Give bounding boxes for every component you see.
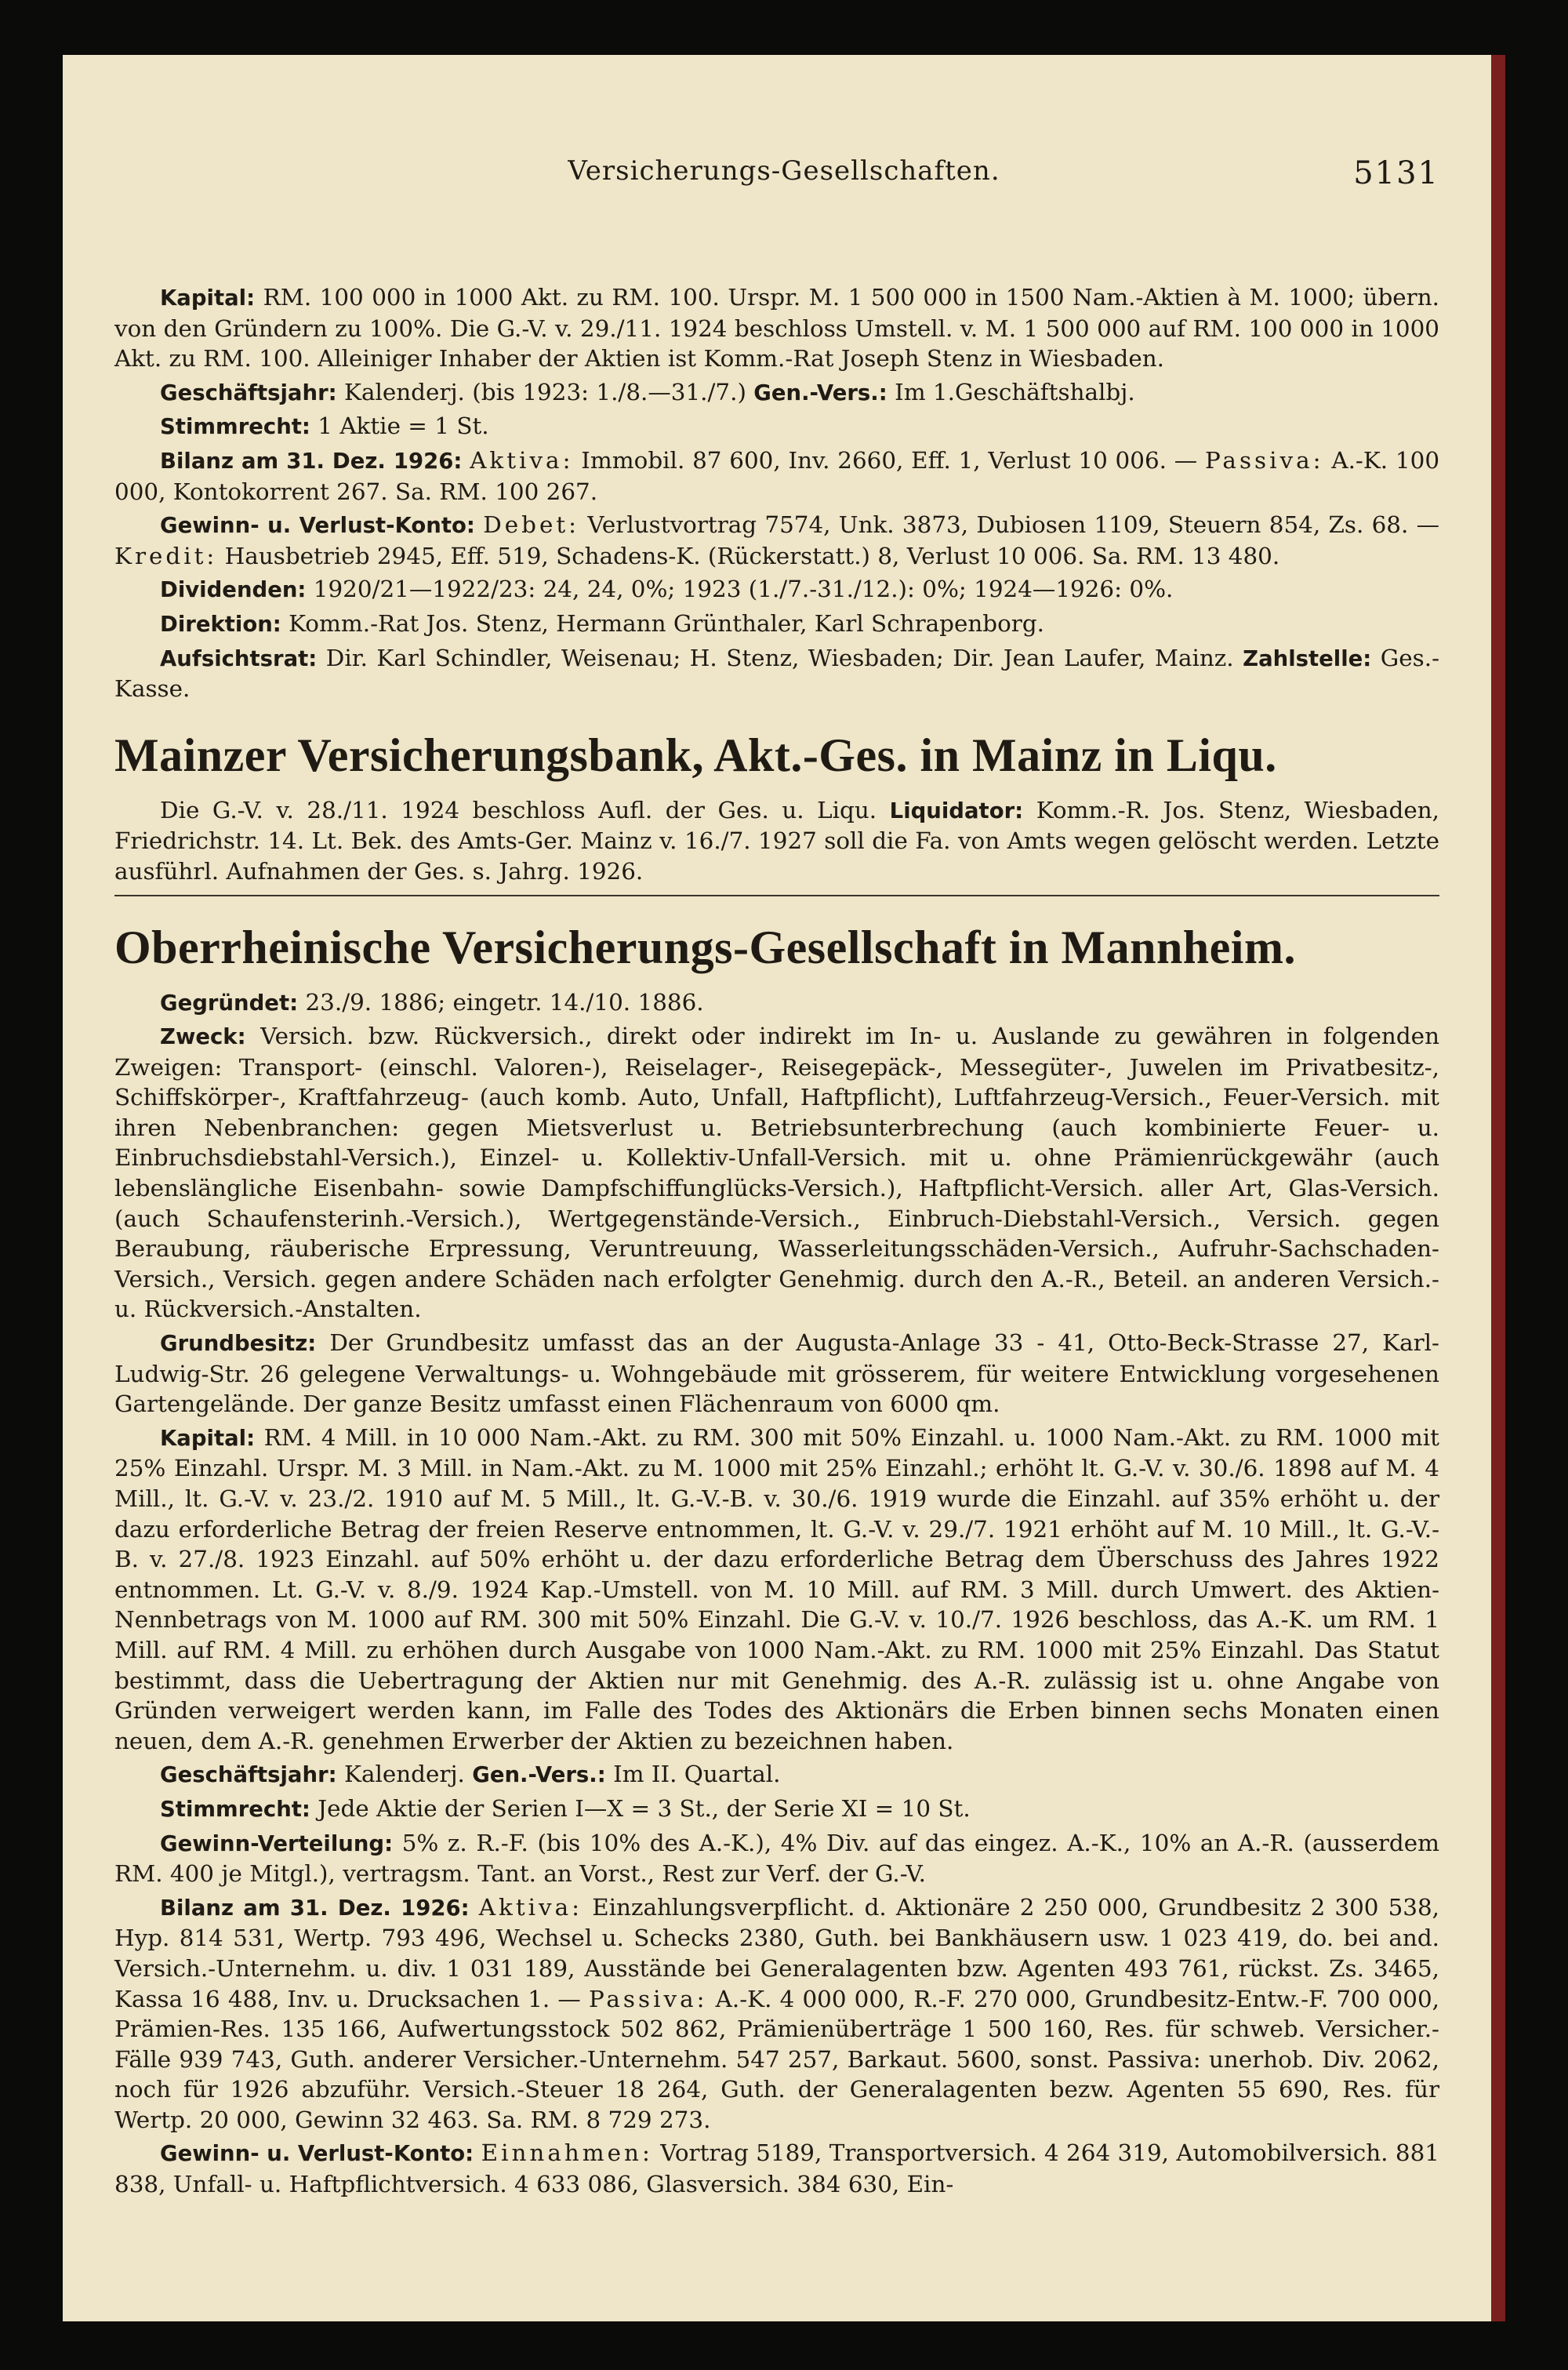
entry-stenz	[114, 282, 1439, 704]
oberrheinische-title: Oberrheinische Versicherungs-Gesellschaft in Mannheim.	[114, 921, 1296, 973]
kapital-paragraph: Kapital: RM. 4 Mill. in 10 000 Nam.-Akt. zu RM. 300 mit 50% Einzahl. u. 1000 Nam.-Akt. zu RM. 1000 mit 25% Einzahl. Urspr. M. 3 Mill. in Nam.-Akt. zu M. 1000 mit 25% Einzahl.; erhöht lt. G.-V. v. 30./6. 1898 auf M. 4 Mill., lt. G.-V. v. 23./2. 1910 auf M. 5 Mill., lt. G.-V.-B. v. 30./6. 1919 wurde die Einzahl. auf 35% erhöht u. der dazu erforderliche Betrag der freien Reserve entnommen, lt. G.-V. v. 29./7. 1921 erhöht auf M. 10 Mill., lt. G.-V.-B. v. 27./8. 1923 Einzahl. auf 50% erhöht u. der dazu erforderliche Betrag dem Überschuss des Jahres 1922 entnommen. Lt. G.-V. v. 8./9. 1924 Kap.-Umstell. von M. 10 Mill. auf RM. 3 Mill. durch Umwert. des Aktien-Nennbetrags von M. 1000 auf RM. 300 mit 50% Einzahl. Die G.-V. v. 10./7. 1926 beschloss, das A.-K. um RM. 1 Mill. auf RM. 4 Mill. zu erhöhen durch Ausgabe von 1000 Nam.-Akt. zu RM. 1000 mit 25% Einzahl. Das Statut bestimmt, dass die Uebertragung der Aktien nur mit Genehmig. des A.-R. zulässig ist u. ohne Angabe von Gründen verweigert werden kann, im Falle des Todes des Aktionärs die Erben binnen sechs Monaten einen neuen, dem A.-R. genehmen Erwerber der Aktien zu bezeichnen haben.	[114, 1423, 1439, 1754]
page-number: 5131	[1353, 155, 1439, 191]
grundbesitz-paragraph: Grundbesitz: Der Grundbesitz umfasst das an der Augusta-Anlage 33 - 41, Otto-Beck-Strasse 27, Karl-Ludwig-Str. 26 gelegene Verwaltungs- u. Wohngebäude mit grösserem, für weitere Entwicklung vorgesehenen Gartengelände. Der ganze Besitz umfasst einen Flächenraum von 6000 qm.	[114, 1329, 1439, 1418]
page-header	[63, 155, 1505, 202]
red-binding-edge	[1491, 55, 1505, 2321]
gewinn-verteilung-paragraph: Gewinn-Verteilung: 5% z. R.-F. (bis 10% des A.-K.), 4% Div. auf das eingez. A.-K., 10% an A.-R. (ausserdem RM. 400 je Mitgl.), vertragsm. Tant. an Vorst., Rest zur Verf. der G.-V.	[114, 1829, 1439, 1888]
bilanz-paragraph: Bilanz am 31. Dez. 1926: Aktiva: Immobil. 87 600, Inv. 2660, Eff. 1, Verlust 10 006. — Passiva: A.-K. 100 000, Kontokorrent 267. Sa. RM. 100 267.	[114, 446, 1440, 505]
gegruendet-paragraph: Gegründet: 23./9. 1886; eingetr. 14./10. 1886.	[160, 988, 704, 1016]
entry-mainzer	[114, 726, 1439, 896]
section-divider	[114, 895, 1439, 896]
dividenden-paragraph: Dividenden: 1920/21—1922/23: 24, 24, 0%; 1923 (1./7.-31./12.): 0%; 1924—1926: 0%.	[160, 576, 1174, 603]
geschaeftsjahr-paragraph: Geschäftsjahr: Kalenderj. (bis 1923: 1./8.—31./7.) Gen.-Vers.: Im 1.Geschäftshalbj.	[160, 378, 1135, 405]
stimmrecht-paragraph: Stimmrecht: Jede Aktie der Serien I—X = 3 St., der Serie XI = 10 St.	[160, 1794, 971, 1822]
entry-oberrheinische	[114, 918, 1439, 2200]
aufsichtsrat-paragraph: Aufsichtsrat: Dir. Karl Schindler, Weisenau; H. Stenz, Wiesbaden; Dir. Jean Laufer, Mainz. Zahlstelle: Ges.-Kasse.	[114, 644, 1440, 703]
guv-paragraph: Gewinn- u. Verlust-Konto: Einnahmen: Vortrag 5189, Transportversich. 4 264 319, Automobilversich. 881 838, Unfall- u. Haftpflichtversich. 4 633 086, Glasversich. 384 630, Ein-	[114, 2139, 1440, 2198]
page-content	[114, 282, 1439, 2203]
bilanz-paragraph: Bilanz am 31. Dez. 1926: Aktiva: Einzahlungsverpflicht. d. Aktionäre 2 250 000, Grundbesitz 2 300 538, Hyp. 814 531, Wertp. 793 496, Wechsel u. Schecks 2380, Guth. bei Bankhäusern usw. 1 023 419, do. bei and. Versich.-Unternehm. u. div. 1 031 189, Ausstände bei Generalagenten bzw. Agenten 493 761, rückst. Zs. 3465, Kassa 16 488, Inv. u. Drucksachen 1. — Passiva: A.-K. 4 000 000, R.-F. 270 000, Grundbesitz-Entw.-F. 700 000, Prämien-Res. 135 166, Aufwertungsstock 502 862, Prämienüberträge 1 500 160, Res. für schweb. Versicher.-Fälle 939 743, Guth. anderer Versicher.-Unternehm. 547 257, Barkaut. 5600, sonst. Passiva: unerhob. Div. 2062, noch für 1926 abzuführ. Versich.-Steuer 18 264, Guth. der Generalagenten bezw. Agenten 55 690, Res. für Wertp. 20 000, Gewinn 32 463. Sa. RM. 8 729 273.	[114, 1893, 1440, 2133]
zweck-paragraph: Zweck: Versich. bzw. Rückversich., direkt oder indirekt im In- u. Auslande zu gewähren in folgenden Zweigen: Transport- (einschl. Valoren-), Reiselager-, Reisegepäck-, Messegüter-, Juwelen im Privatbesitz-, Schiffskörper-, Kraftfahrzeug- (auch komb. Auto, Unfall, Haftpflicht), Luftfahrzeug-Versich., Feuer-Versich. mit ihren Nebenbranchen: gegen Mietsverlust u. Betriebsunterbrechung (auch kombinierte Feuer- u. Einbruchsdiebstahl-Versich.), Einzel- u. Kollektiv-Unfall-Versich. mit u. ohne Prämienrückgewähr (auch lebenslängliche Eisenbahn- sowie Dampfschiffunglücks-Versich.), Haftpflicht-Versich. aller Art, Glas-Versich. (auch Schaufensterinh.-Versich.), Wertgegenstände-Versich., Einbruch-Diebstahl-Versich., Versich. gegen Beraubung, räuberische Erpressung, Veruntreuung, Wasserleitungsschäden-Versich., Aufruhr-Sachschaden-Versich., Versich. gegen andere Schäden nach erfolgter Genehmig. durch den A.-R., Beteil. an anderen Versich.- u. Rückversich.-Anstalten.	[114, 1023, 1439, 1323]
document-page	[63, 55, 1505, 2321]
geschaeftsjahr-paragraph: Geschäftsjahr: Kalenderj. Gen.-Vers.: Im II. Quartal.	[160, 1761, 781, 1788]
kapital-paragraph: Kapital: RM. 100 000 in 1000 Akt. zu RM. 100. Urspr. M. 1 500 000 in 1500 Nam.-Aktien à M. 1000; übern. von den Gründern zu 100%. Die G.-V. v. 29./11. 1924 beschloss Umstell. v. M. 1 500 000 auf RM. 100 000 in 1000 Akt. zu RM. 100. Alleiniger Inhaber der Aktien ist Komm.-Rat Joseph Stenz in Wiesbaden.	[114, 284, 1439, 373]
direktion-paragraph: Direktion: Komm.-Rat Jos. Stenz, Hermann Grünthaler, Karl Schrapenborg.	[160, 609, 1045, 637]
kapital-label: Kapital:	[160, 285, 256, 311]
mainzer-paragraph: Die G.-V. v. 28./11. 1924 beschloss Aufl. der Ges. u. Liqu. Liquidator: Komm.-R. Jos. Stenz, Wiesbaden, Friedrichstr. 14. Lt. Bek. des Amts-Ger. Mainz v. 16./7. 1927 soll die Fa. von Amts wegen gelöscht werden. Letzte ausführl. Aufnahmen der Ges. s. Jahrg. 1926.	[114, 796, 1439, 885]
running-title: Versicherungs-Gesellschaften.	[568, 155, 1000, 187]
guv-paragraph: Gewinn- u. Verlust-Konto: Debet: Verlustvortrag 7574, Unk. 3873, Dubiosen 1109, Steuern 854, Zs. 68. — Kredit: Hausbetrieb 2945, Eff. 519, Schadens-K. (Rückerstatt.) 8, Verlust 10 006. Sa. RM. 13 480.	[114, 511, 1439, 569]
stimmrecht-paragraph: Stimmrecht: 1 Aktie = 1 St.	[160, 413, 489, 440]
mainzer-title: Mainzer Versicherungsbank, Akt.-Ges. in Mainz in Liqu.	[114, 729, 1277, 781]
